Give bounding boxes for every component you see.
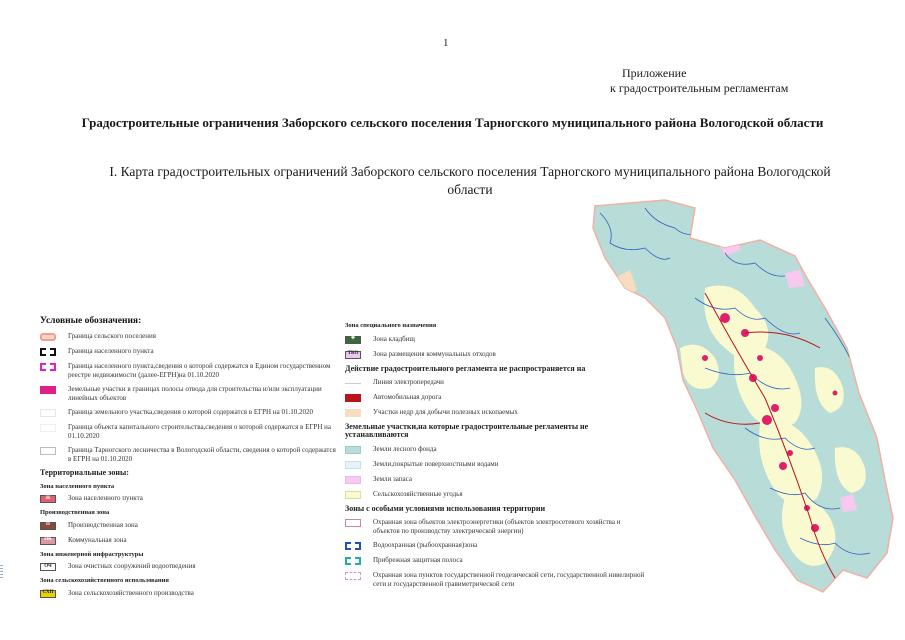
legend-label: Охранная зона пунктов государственной геодезической сети, государственной нивелирной сети и государственной гравиметрической сети: [373, 571, 645, 588]
legend-label: Производственная зона: [68, 520, 138, 529]
legend-label: Земли,покрытые поверхностными водами: [373, 459, 499, 468]
legend-swatch: ✚: [345, 336, 361, 344]
legend-item: [345, 445, 645, 454]
not-applied-items: [345, 378, 645, 417]
legend-item: [345, 350, 645, 359]
appendix-note: [610, 66, 840, 96]
legend-label: Зона сельскохозяйственного производства: [68, 588, 194, 597]
legend-item: [40, 494, 340, 503]
legend-swatch: [40, 447, 56, 455]
legend-label: Зона очистных сооружений водоотведения: [68, 562, 196, 570]
legend-item: [40, 589, 340, 598]
legend-item: [345, 475, 645, 484]
boundary-legend: [40, 332, 340, 463]
legend-label: Земельные участки в границах полосы отвода для строительства и/или эксплуатации линейных объектов: [68, 385, 322, 402]
legend-swatch: [345, 476, 361, 484]
territorial-zones-title: Территориальные зоны:: [40, 468, 129, 477]
legend-swatch: [40, 386, 56, 394]
legend-item: [345, 571, 645, 588]
zone-group-title: Производственная зона: [40, 509, 110, 516]
legend-column-right: [345, 322, 645, 594]
legend-item: [345, 518, 645, 535]
zone-group-title: Зона населенного пункта: [40, 482, 115, 490]
legend-swatch: [345, 542, 361, 550]
legend-label: Граница земельного участка,сведения о которой содержатся в ЕГРН на 01.10.2020: [68, 408, 313, 416]
legend-swatch: ОЧ: [40, 563, 56, 571]
legend-label: Земли запаса: [373, 474, 412, 483]
not-applied-title: Действие градостроительного регламента не распространяется на: [345, 363, 586, 373]
legend-swatch: [345, 383, 361, 384]
special-use-items: [345, 518, 645, 588]
legend-item: [345, 460, 645, 469]
legend-item: [40, 347, 340, 356]
special-use-title: Зоны с особыми условиями использования территории: [345, 503, 546, 513]
legend-item: [345, 378, 645, 387]
legend-item: [345, 393, 645, 402]
special-zone-title: Зона специального назначения: [345, 322, 437, 329]
legend-swatch: [345, 572, 361, 580]
legend-label: Линия электропередачи: [373, 378, 444, 386]
zone-group-title: Зона сельскохозяйственного использования: [40, 577, 169, 584]
margin-marks: [0, 565, 3, 579]
page-number: 1: [443, 37, 449, 49]
legend-label: Граница населенного пункта,сведения о которой содержатся в Едином государственном реестре недвижимости (далее-ЕГРН)на 01.10.2020: [68, 362, 331, 379]
legend-swatch: Ж: [40, 495, 56, 503]
legend-swatch: [40, 333, 56, 341]
legend-item: [40, 446, 340, 463]
legend-swatch: П: [40, 522, 56, 530]
zone-group-title: Зона инженерной инфраструктуры: [40, 550, 144, 558]
legend-item: [40, 562, 340, 571]
legend-label: Автомобильная дорога: [373, 392, 442, 401]
legend-label: Коммунальная зона: [68, 535, 127, 544]
legend-label: Водоохранная (рыбоохранная)зона: [373, 541, 478, 549]
legend-swatch: [40, 409, 56, 417]
document-title: Градостроительные ограничения Заборского сельского поселения Тарногского муниципального района Вологодской области: [81, 115, 824, 130]
territorial-zone-groups: [40, 483, 340, 598]
legend-swatch: СХП: [40, 590, 56, 598]
appendix-line-2: к градостроительным регламентам: [610, 81, 789, 95]
legend-label: Зона кладбищ: [373, 334, 415, 343]
legend-label: Охранная зона объектов электроэнергетики (объектов электросетевого хозяйства и объектов по производству электрической энергии): [373, 518, 621, 535]
legend-item: [40, 408, 340, 417]
legend-label: Граница Тарногского лесничества в Вологодской области, сведения о которой содержатся в ЕГРН на 01.10.2020: [68, 446, 336, 463]
legend-label: Сельскохозяйственные угодья: [373, 489, 463, 498]
legend-swatch: ТКО: [345, 351, 361, 359]
legend-swatch: [345, 446, 361, 454]
legend-label: Земли лесного фонда: [373, 444, 437, 453]
legend-swatch: [345, 557, 361, 565]
legend-swatch: [40, 348, 56, 356]
legend-swatch: [345, 394, 361, 402]
legend-swatch: ПК: [40, 537, 56, 545]
map-subtitle: I. Карта градостроительных ограничений Заборского сельского поселения Тарногского муниципального района Вологодской области: [109, 164, 831, 197]
special-zone-items: [345, 335, 645, 359]
legend-item: [345, 490, 645, 499]
legend-item: [40, 332, 340, 341]
legend-label: Прибрежная защитная полоса: [373, 556, 463, 564]
legend-swatch: [345, 461, 361, 469]
legend-item: [40, 362, 340, 379]
legend-item: [345, 541, 645, 550]
legend-item: [40, 385, 340, 402]
legend-title: Условные обозначения:: [40, 316, 142, 326]
legend-label: Зона населенного пункта: [68, 494, 143, 502]
legend-label: Участки недр для добычи полезных ископаемых: [373, 407, 518, 416]
legend-swatch: [40, 363, 56, 371]
legend-item: [345, 335, 645, 344]
legend-swatch: [40, 424, 56, 432]
legend-column-left: [40, 332, 340, 604]
legend-label: Граница сельского поселения: [68, 332, 156, 340]
legend-swatch: [345, 491, 361, 499]
appendix-line-1: Приложение: [622, 66, 687, 80]
legend-item: [345, 408, 645, 417]
legend-swatch: [345, 409, 361, 417]
legend-item: [40, 521, 340, 530]
legend-label: Граница объекта капитального строительства,сведения о которой содержатся в ЕГРН на 01.10.2020: [68, 423, 331, 440]
legend-label: Зона размещения коммунальных отходов: [373, 349, 496, 358]
no-regulations-title: Земельные участки,на которые градостроительные регламенты не устанавливаются: [345, 421, 589, 439]
legend-item: [40, 423, 340, 440]
legend-item: [40, 536, 340, 545]
no-regulations-items: [345, 445, 645, 499]
legend-swatch: [345, 519, 361, 527]
legend-label: Граница населенного пункта: [68, 347, 154, 355]
legend-item: [345, 556, 645, 565]
